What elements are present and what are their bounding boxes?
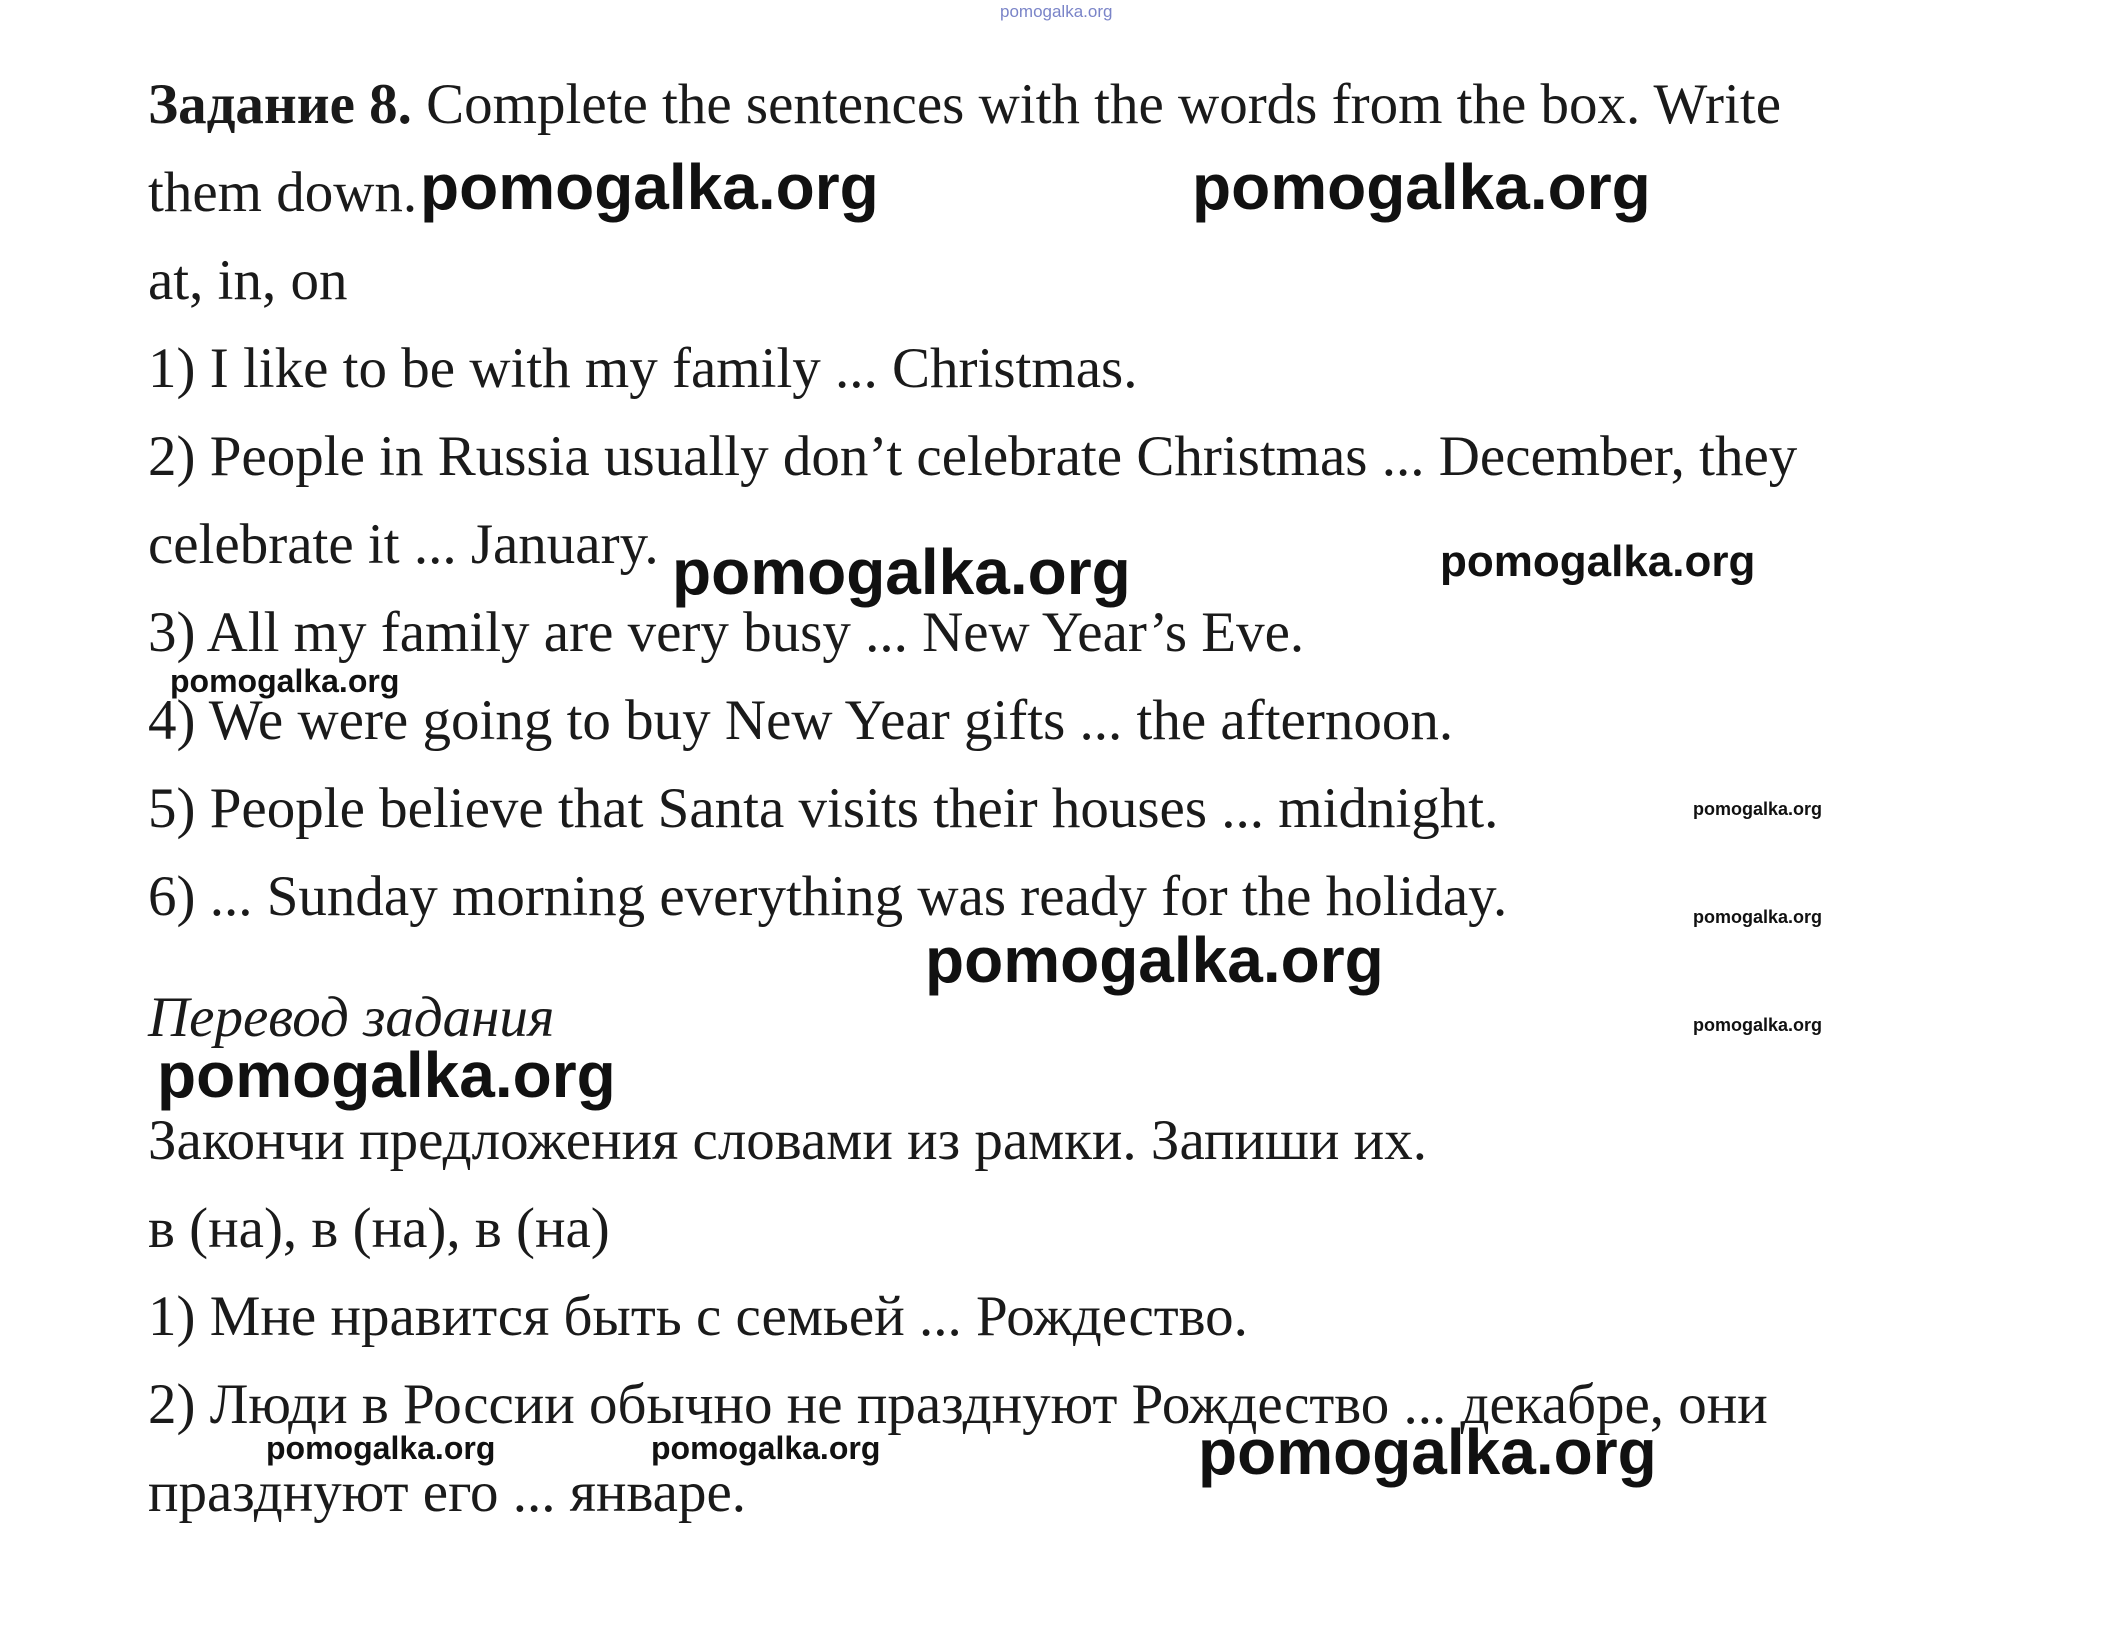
translation-sentence-2-line-2: празднуют его ... январе. bbox=[148, 1461, 747, 1524]
task-instruction-line-1 bbox=[148, 72, 1781, 138]
translation-sentence-1: 1) Мне нравится быть с семьей ... Рождество. bbox=[148, 1285, 1248, 1348]
watermark: pomogalka.org bbox=[1693, 799, 1823, 819]
sentence-2-line-2: celebrate it ... January. bbox=[148, 513, 659, 576]
watermark: pomogalka.org bbox=[1693, 1015, 1823, 1035]
watermark: pomogalka.org bbox=[1693, 907, 1823, 927]
watermark: pomogalka.org bbox=[1192, 151, 1651, 223]
task-label: Задание 8. bbox=[148, 73, 412, 136]
translation-sentence-2-line-1: 2) Люди в России обычно не празднуют Рождество ... декабре, они bbox=[148, 1373, 1768, 1436]
sentence-5: 5) People believe that Santa visits their houses ... midnight. bbox=[148, 777, 1499, 840]
sentence-4: 4) We were going to buy New Year gifts ... the afternoon. bbox=[148, 689, 1454, 752]
sentence-6: 6) ... Sunday morning everything was ready for the holiday. bbox=[148, 865, 1508, 928]
watermark: pomogalka.org bbox=[157, 1039, 616, 1111]
task-instruction-text: Complete the sentences with the words from the box. Write bbox=[426, 73, 1781, 136]
translation-heading: Перевод задания bbox=[148, 986, 555, 1049]
task-instruction-line-2: them down. bbox=[148, 161, 418, 224]
sentence-3: 3) All my family are very busy ... New Year’s Eve. bbox=[148, 601, 1305, 664]
watermark: pomogalka.org bbox=[170, 663, 400, 699]
watermark: pomogalka.org bbox=[420, 151, 879, 223]
box-words: at, in, on bbox=[148, 249, 348, 312]
translation-box-words: в (на), в (на), в (на) bbox=[148, 1197, 610, 1260]
watermark: pomogalka.org bbox=[651, 1430, 881, 1466]
watermark: pomogalka.org bbox=[925, 924, 1384, 996]
watermark: pomogalka.org bbox=[672, 536, 1131, 608]
watermark-top: pomogalka.org bbox=[1000, 2, 1113, 21]
sentence-2-line-1: 2) People in Russia usually don’t celebrate Christmas ... December, they bbox=[148, 425, 1798, 488]
watermark: pomogalka.org bbox=[266, 1430, 496, 1466]
translation-instruction: Закончи предложения словами из рамки. Запиши их. bbox=[148, 1109, 1427, 1172]
watermark: pomogalka.org bbox=[1198, 1416, 1657, 1488]
sentence-1: 1) I like to be with my family ... Christmas. bbox=[148, 337, 1138, 400]
watermark: pomogalka.org bbox=[1440, 537, 1756, 586]
